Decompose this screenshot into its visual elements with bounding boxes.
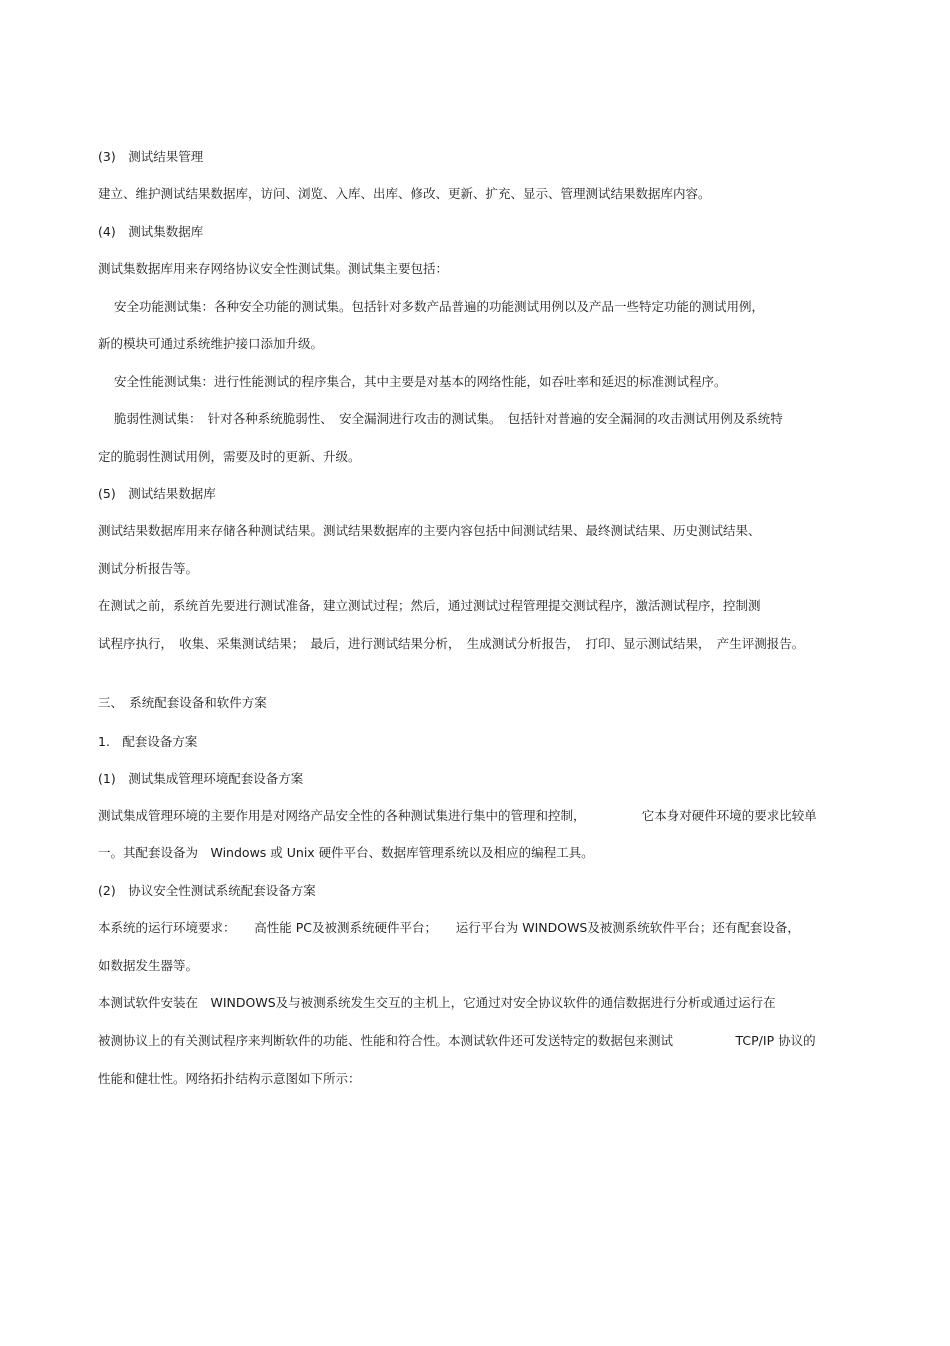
paragraph-line: 测试集数据库用来存网络协议安全性测试集。测试集主要包括： xyxy=(98,261,449,276)
paragraph-line: 试程序执行， 收集、采集测试结果； 最后，进行测试结果分析， 生成测试分析报告， 打印、显示测试结果， 产生评测报告。 xyxy=(98,636,805,651)
paragraph-line: 测试集成管理环境的主要作用是对网络产品安全性的各种测试集进行集中的管理和控制， 它本身对硬件环境的要求比较单 xyxy=(98,808,817,823)
paragraph-line: 定的脆弱性测试用例，需要及时的更新、升级。 xyxy=(98,449,361,464)
paragraph-line: 安全性能测试集：进行性能测试的程序集合，其中主要是对基本的网络性能，如吞吐率和延迟的标准测试程序。 xyxy=(114,374,727,389)
section-heading: 三、 系统配套设备和软件方案 xyxy=(98,695,267,710)
paragraph-line: 测试分析报告等。 xyxy=(98,561,199,576)
paragraph-line: 新的模块可通过系统维护接口添加升级。 xyxy=(98,336,324,351)
paragraph-line: (3) 测试结果管理 xyxy=(98,149,204,164)
paragraph-line: 一。其配套设备为 Windows 或 Unix 硬件平台、数据库管理系统以及相应的编程工具。 xyxy=(98,845,594,860)
paragraph-line: 被测协议上的有关测试程序来判断软件的功能、性能和符合性。本测试软件还可发送特定的数据包来测试 TCP/IP 协议的 xyxy=(98,1033,816,1048)
paragraph-line: 安全功能测试集：各种安全功能的测试集。包括针对多数产品普遍的功能测试用例以及产品一些特定功能的测试用例， xyxy=(114,299,765,314)
paragraph-line: (4) 测试集数据库 xyxy=(98,224,204,239)
subsection-heading: 1. 配套设备方案 xyxy=(98,734,198,749)
paragraph-line: 性能和健壮性。网络拓扑结构示意图如下所示： xyxy=(98,1071,361,1086)
paragraph-line: 脆弱性测试集： 针对各种系统脆弱性、 安全漏洞进行攻击的测试集。 包括针对普遍的安全漏洞的攻击测试用例及系统特 xyxy=(114,411,783,426)
paragraph-line: 建立、维护测试结果数据库，访问、浏览、入库、出库、修改、更新、扩充、显示、管理测试结果数据库内容。 xyxy=(98,186,711,201)
subsection-heading: (1) 测试集成管理环境配套设备方案 xyxy=(98,771,304,786)
paragraph-line: 在测试之前，系统首先要进行测试准备，建立测试过程；然后，通过测试过程管理提交测试程序，激活测试程序，控制测 xyxy=(98,598,761,613)
paragraph-line: 测试结果数据库用来存储各种测试结果。测试结果数据库的主要内容包括中间测试结果、最终测试结果、历史测试结果、 xyxy=(98,523,761,538)
paragraph-line: 如数据发生器等。 xyxy=(98,958,199,973)
paragraph-line: 本测试软件安装在 WINDOWS及与被测系统发生交互的主机上，它通过对安全协议软件的通信数据进行分析或通过运行在 xyxy=(98,995,776,1010)
paragraph-line: (5) 测试结果数据库 xyxy=(98,486,216,501)
paragraph-line: 本系统的运行环境要求： 高性能 PC及被测系统硬件平台； 运行平台为 WINDOWS及被测系统软件平台；还有配套设备， xyxy=(98,920,800,935)
subsection-heading: (2) 协议安全性测试系统配套设备方案 xyxy=(98,883,316,898)
